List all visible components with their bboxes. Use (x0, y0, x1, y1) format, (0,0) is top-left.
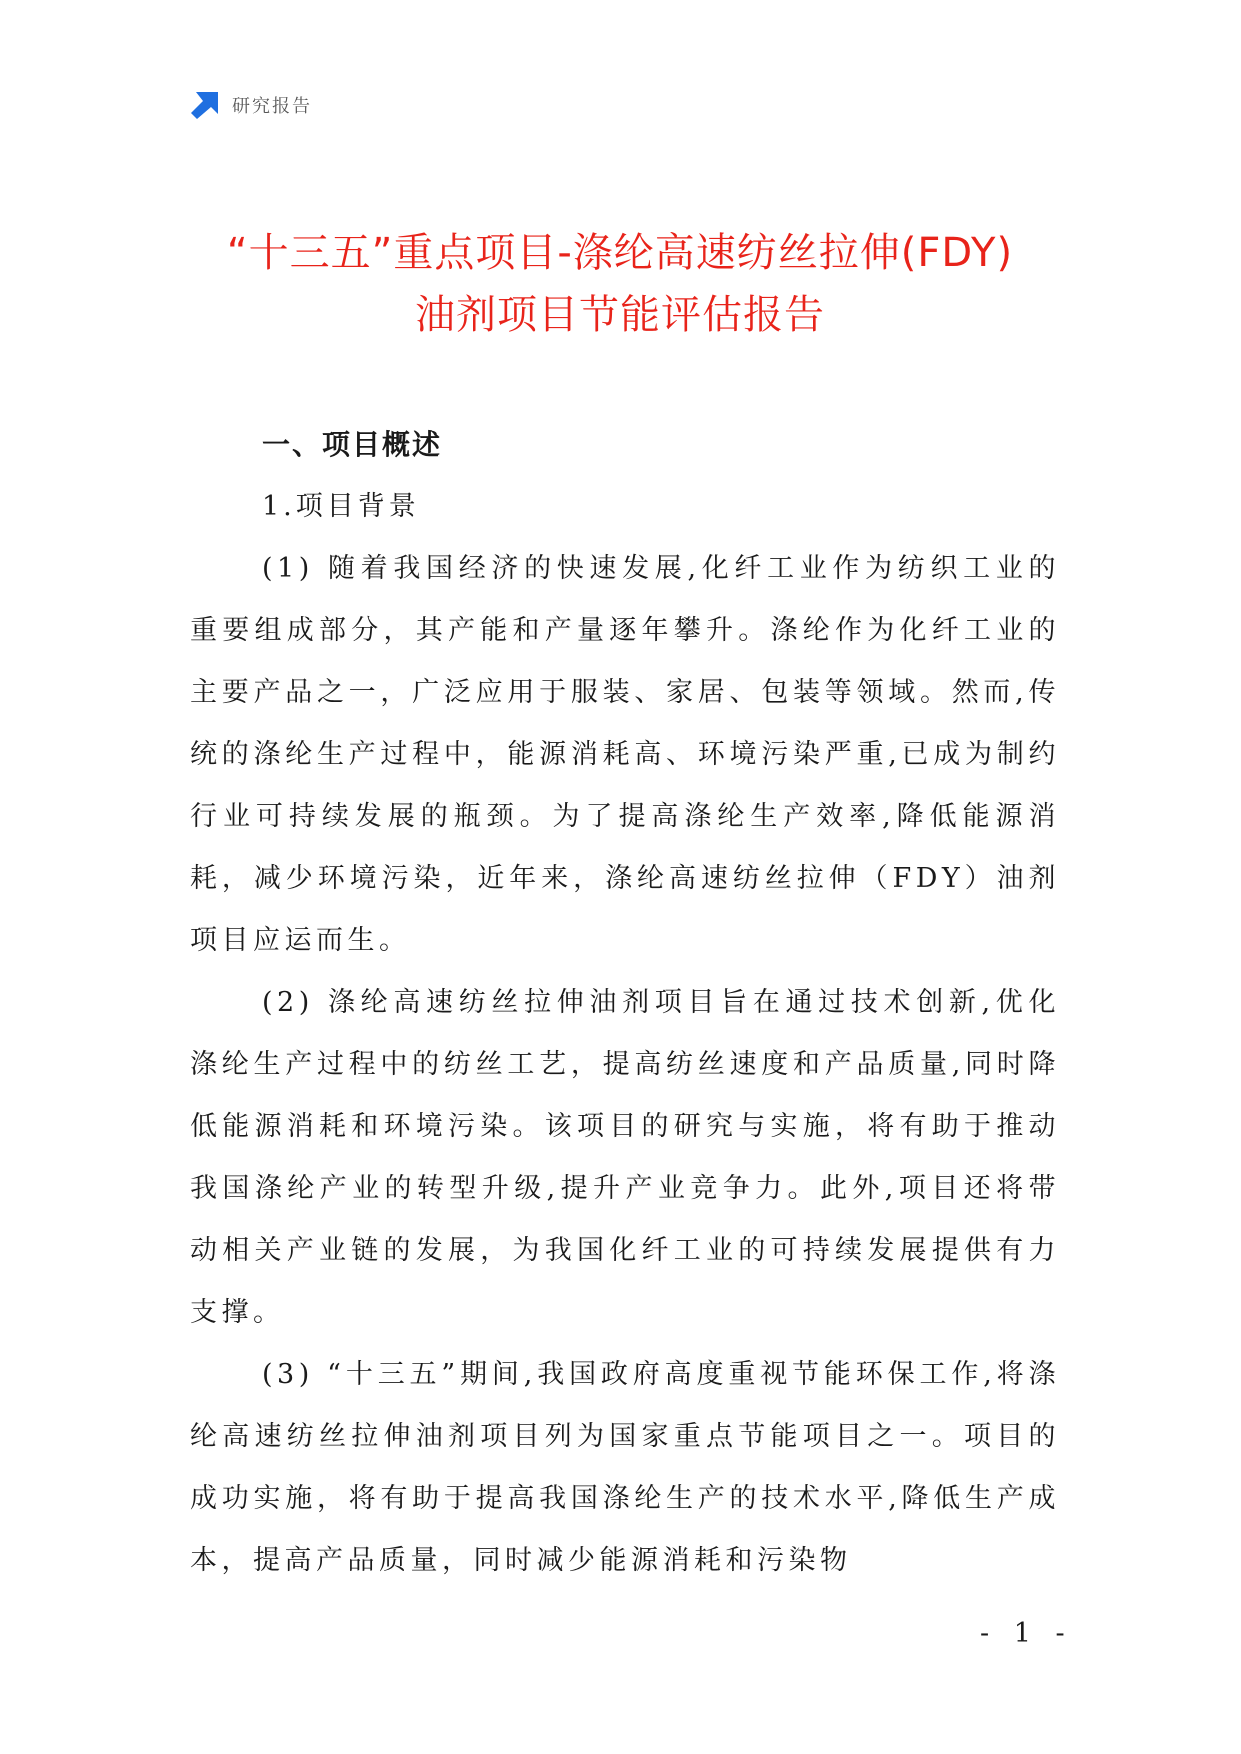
document-header (190, 88, 312, 122)
document-body (190, 414, 1060, 1592)
header-label: 研究报告 (232, 96, 312, 117)
document-title (150, 222, 1090, 346)
paragraph-1: (1) 随着我国经济的快速发展,化纤工业作为纺织工业的重要组成部分，其产能和产量逐年攀升。涤纶作为化纤工业的主要产品之一，广泛应用于服装、家居、包装等领域。然而,传统的涤纶生产过程中，能源消耗高、环境污染严重,已成为制约行业可持续发展的瓶颈。为了提高涤纶生产效率,降低能源消耗，减少环境污染，近年来，涤纶高速纺丝拉伸（FDY）油剂项目应运而生。 (190, 553, 1060, 956)
title-line-2: 油剂项目节能评估报告 (415, 292, 825, 338)
section-heading: 一、项目概述 (262, 428, 443, 461)
title-line-1: “十三五”重点项目-涤纶高速纺丝拉伸(FDY) (226, 230, 1014, 276)
paragraph-3: (3) “十三五”期间,我国政府高度重视节能环保工作,将涤纶高速纺丝拉伸油剂项目列为国家重点节能项目之一。项目的成功实施，将有助于提高我国涤纶生产的技术水平,降低生产成本，提高产品质量，同时减少能源消耗和污染物 (190, 1359, 1060, 1576)
paragraph-2: (2) 涤纶高速纺丝拉伸油剂项目旨在通过技术创新,优化涤纶生产过程中的纺丝工艺，提高纺丝速度和产品质量,同时降低能源消耗和环境污染。该项目的研究与实施，将有助于推动我国涤纶产业的转型升级,提升产业竞争力。此外,项目还将带动相关产业链的发展，为我国化纤工业的可持续发展提供有力支撑。 (190, 987, 1060, 1328)
sub-heading: 1.项目背景 (262, 491, 420, 522)
page-number: - 1 - (980, 1618, 1073, 1649)
arrow-up-right-icon (190, 90, 220, 120)
